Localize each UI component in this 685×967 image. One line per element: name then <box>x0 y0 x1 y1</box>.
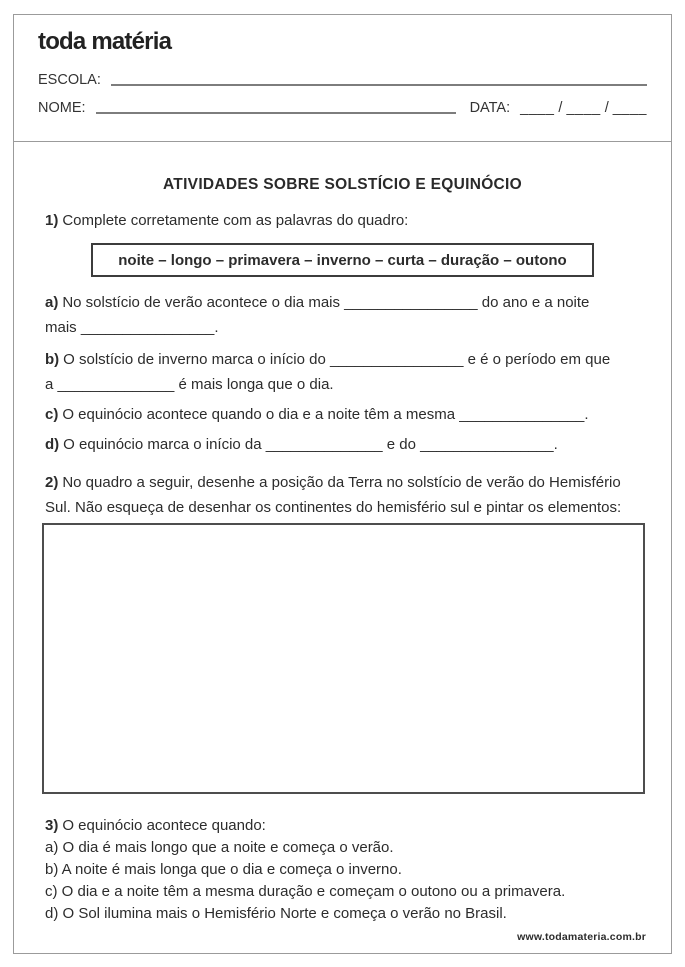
q1-item-b <box>45 347 640 397</box>
date-year-blank: ____ <box>612 100 647 116</box>
q1-item-b-text-2: a ______________ é mais longa que o dia. <box>45 376 334 393</box>
q1-item-a-line-2 <box>45 315 640 340</box>
word-bank-words: noite – longo – primavera – inverno – curta – duração – outono <box>118 251 567 269</box>
q1-item-d-line-1 <box>45 432 640 457</box>
question-2-intro <box>45 470 640 520</box>
q3-option-c: c) O dia e a noite têm a mesma duração e começam o outono ou a primavera. <box>45 883 566 900</box>
question-1-number: 1) <box>45 212 59 229</box>
name-label: NOME: <box>38 100 86 116</box>
q1-item-d <box>45 432 640 457</box>
q1-item-c-text-1: O equinócio acontece quando o dia e a noite têm a mesma _______________. <box>62 406 589 423</box>
worksheet-body <box>13 141 672 954</box>
worksheet-title: ATIVIDADES SOBRE SOLSTÍCIO E EQUINÓCIO <box>162 176 523 193</box>
q1-item-a <box>45 290 640 340</box>
question-3-prompt: O equinócio acontece quando: <box>62 817 266 834</box>
q1-item-b-line-1 <box>45 347 640 372</box>
question-3-intro <box>45 815 640 837</box>
school-label: ESCOLA: <box>38 72 101 88</box>
q1-item-b-label: b) <box>45 351 60 368</box>
q3-option-b: b) A noite é mais longa que o dia e começa o inverno. <box>45 861 402 878</box>
q1-item-b-line-2 <box>45 372 640 397</box>
question-2-text-2: Sul. Não esqueça de desenhar os continentes do hemisfério sul e pintar os elementos: <box>45 499 622 516</box>
toda-materia-logo: toda matéria <box>38 28 172 55</box>
q1-item-d-label: d) <box>45 436 60 453</box>
date-month-blank: ____ <box>566 100 601 116</box>
name-field-row <box>38 100 647 116</box>
question-2-text-1: No quadro a seguir, desenhe a posição da Terra no solstício de verão do Hemisfério <box>62 474 621 491</box>
worksheet-header <box>13 14 672 142</box>
q1-item-d-text-1: O equinócio marca o início da ______________ e do ________________. <box>63 436 558 453</box>
question-2-line-1 <box>45 470 640 495</box>
question-3-block <box>45 815 640 925</box>
date-separator: / <box>604 100 609 116</box>
date-separator: / <box>558 100 563 116</box>
question-2-number: 2) <box>45 474 59 491</box>
date-day-blank: ____ <box>520 100 555 116</box>
school-field-row <box>38 72 647 88</box>
q1-item-c-label: c) <box>45 406 59 423</box>
q1-item-b-text-1: O solstício de inverno marca o início do ________________ e é o período em que <box>63 351 611 368</box>
q1-item-a-line-1 <box>45 290 640 315</box>
website-url: www.todamateria.com.br <box>517 931 646 943</box>
question-3-number: 3) <box>45 817 59 834</box>
question-1-intro <box>45 209 640 233</box>
drawing-area-box <box>42 523 645 794</box>
question-1-prompt: Complete corretamente com as palavras do quadro: <box>62 212 409 229</box>
q1-item-c-line-1 <box>45 402 640 427</box>
date-label: DATA: <box>469 100 511 116</box>
name-blank-line <box>96 112 456 114</box>
question-2-line-2 <box>45 495 640 520</box>
q1-item-a-text-2: mais ________________. <box>45 319 219 336</box>
q1-item-a-text-1: No solstício de verão acontece o dia mais ________________ do ano e a noite <box>62 294 590 311</box>
date-field-group <box>470 100 647 116</box>
q3-option-d: d) O Sol ilumina mais o Hemisfério Norte e começa o verão no Brasil. <box>45 905 507 922</box>
school-blank-line <box>111 84 647 86</box>
q1-item-c <box>45 402 640 427</box>
q1-item-a-label: a) <box>45 294 59 311</box>
word-bank-box <box>91 243 594 277</box>
q3-option-a: a) O dia é mais longo que a noite e começa o verão. <box>45 839 394 856</box>
